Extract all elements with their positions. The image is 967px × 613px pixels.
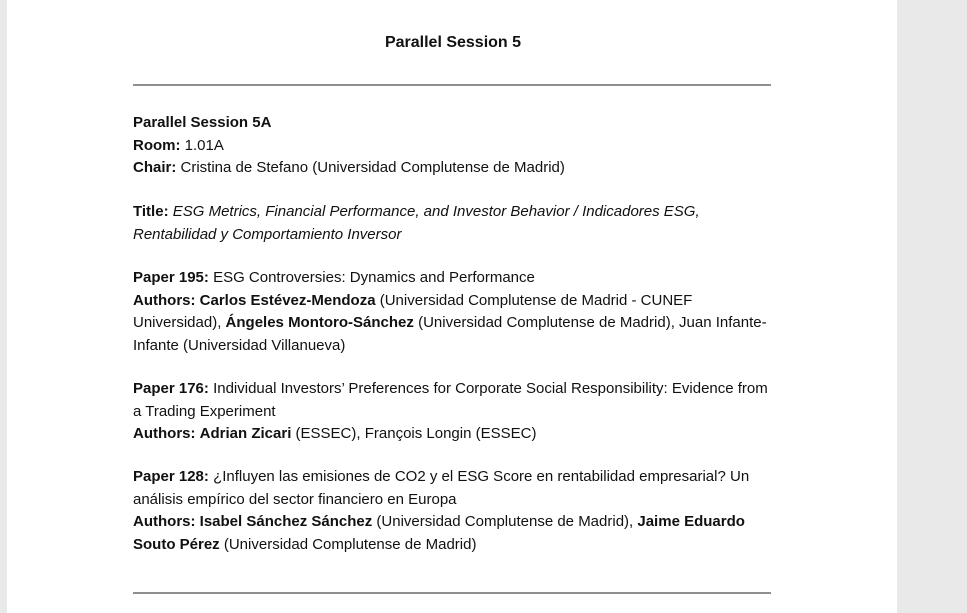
author-affiliation: (Universidad Complutense de Madrid),	[376, 513, 634, 530]
author-name: Carlos Estévez-Mendoza	[199, 291, 376, 309]
subsession-name: Parallel Session 5A	[133, 114, 272, 131]
paper-authors-line	[133, 290, 773, 358]
author-affiliation: (Universidad Complutense de Madrid)	[223, 535, 477, 553]
author-affiliation: (Universidad Complutense de Madrid), Juan Infante-Infante (Universidad Villanueva)	[133, 314, 767, 354]
authors-label: Authors:	[133, 425, 196, 442]
title-line	[133, 201, 773, 246]
paper-label: Paper 128:	[133, 468, 209, 485]
author-affiliation: (ESSEC), François Longin (ESSEC)	[295, 425, 537, 442]
chair-line	[133, 157, 773, 180]
author-name: Isabel Sánchez Sánchez	[199, 513, 373, 530]
paper-authors-line	[133, 423, 773, 446]
paper-entry	[133, 466, 773, 556]
paper-label: Paper 195:	[133, 269, 209, 286]
paper-entry	[133, 378, 773, 446]
bottom-divider	[133, 592, 771, 594]
paper-title: Individual Investors’ Preferences for Corporate Social Responsibility: Evidence from a Trading Experiment	[133, 380, 768, 420]
room-label: Room:	[133, 136, 181, 154]
authors-label: Authors:	[133, 513, 196, 530]
chair-label: Chair:	[133, 159, 177, 176]
paper-title-line	[133, 267, 773, 290]
room-line	[133, 135, 773, 158]
paper-authors-line	[133, 511, 773, 556]
paper-title-line	[133, 378, 773, 423]
session-heading: Parallel Session 5	[384, 34, 522, 51]
document-page	[7, 0, 897, 613]
paper-title-line	[133, 466, 773, 511]
author-affiliation: (Universidad Complutense de Madrid - CUNEF Universidad),	[133, 291, 693, 331]
title-value: ESG Metrics, Financial Performance, and Investor Behavior / Indicadores ESG, Rentabilidad y Comportamiento Inversor	[133, 203, 700, 243]
authors-label: Authors:	[133, 291, 196, 309]
author-name: Adrian Zicari	[199, 425, 292, 442]
title-label: Title:	[133, 203, 169, 220]
room-value: 1.01A	[184, 136, 224, 154]
paper-title: ESG Controversies: Dynamics and Performance	[213, 269, 535, 286]
session-title-block	[133, 201, 773, 246]
author-name: Ángeles Montoro-Sánchez	[225, 314, 414, 331]
paper-label: Paper 176:	[133, 380, 209, 397]
chair-value: Cristina de Stefano (Universidad Complutense de Madrid)	[180, 159, 565, 176]
paper-title: ¿Influyen las emisiones de CO2 y el ESG Score en rentabilidad empresarial? Un análisis empírico del sector financiero en Europa	[133, 468, 750, 508]
paper-entry	[133, 267, 773, 357]
top-divider	[133, 84, 771, 86]
session-info	[133, 112, 773, 180]
author-name: Jaime Eduardo Souto Pérez	[133, 513, 745, 553]
